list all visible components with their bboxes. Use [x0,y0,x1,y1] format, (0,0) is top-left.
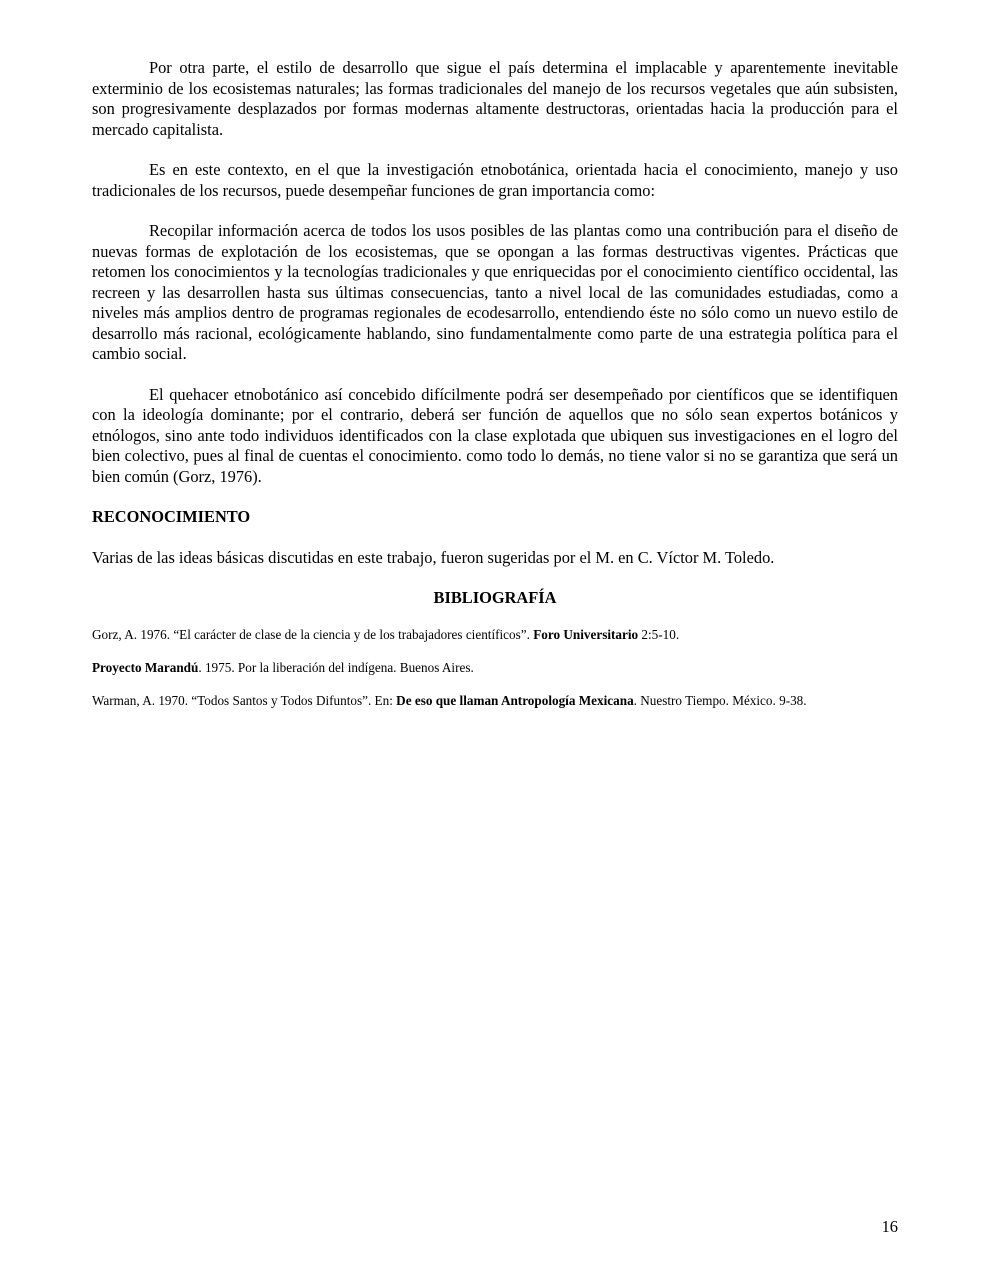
document-page [92,58,898,726]
bibliography-title: BIBLIOGRAFÍA [433,588,557,607]
ref-source-title: De eso que llaman Antropología Mexicana [396,692,634,708]
ref-text: . 1975. Por la liberación del indígena. Buenos Aires. [198,659,474,675]
acknowledgement-heading: RECONOCIMIENTO [92,507,251,526]
bibliography-entry [92,627,898,643]
body-paragraph-3: Recopilar información acerca de todos los usos posibles de las plantas como una contribución para el diseño de nuevas formas de explotación de los ecosistemas, que se opongan a las formas destructivas vigentes. Prácticas que retomen los conocimientos y la tecnologías tradicionales y que enriquecidas por el conocimiento científico occidental, las recreen y las desarrollen hasta sus últimas consecuencias, tanto a nivel local de las comunidades estudiadas, como a niveles más amplios dentro de programas regionales de ecodesarrollo, entendiendo éste no sólo como un nuevo estilo de desarrollo más racional, ecológicamente hablando, sino fundamentalmente como parte de una estrategia política para el cambio social. [92,221,898,363]
bibliography-entry [92,693,898,709]
body-paragraph-4: El quehacer etnobotánico así concebido difícilmente podrá ser desempeñado por científicos que se identifiquen con la ideología dominante; por el contrario, deberá ser función de aquellos que no sólo sean expertos botánicos y etnólogos, sino ante todo individuos identificados con la clase explotada que ubiquen sus investigaciones en el logro del bien colectivo, pues al final de cuentas el conocimiento. como todo lo demás, no tiene valor si no se garantiza que será un bien común (Gorz, 1976). [92,384,898,486]
page-number: 16 [881,1217,898,1236]
acknowledgement-text: Varias de las ideas básicas discutidas en este trabajo, fueron sugeridas por el M. en C. Víctor M. Toledo. [92,547,775,567]
ref-text: Gorz, A. 1976. “El carácter de clase de la ciencia y de los trabajadores científicos”. [92,626,534,642]
body-paragraph-2: Es en este contexto, en el que la investigación etnobotánica, orientada hacia el conocimiento, manejo y uso tradicionales de los recursos, puede desempeñar funciones de gran importancia como: [92,160,898,200]
ref-source-title: Foro Universitario [533,626,639,642]
body-paragraph-1: Por otra parte, el estilo de desarrollo que sigue el país determina el implacable y aparentemente inevitable exterminio de los ecosistemas naturales; las formas tradicionales del manejo de los recursos vegetales que aún subsisten, son progresivamente desplazados por formas modernas altamente destructoras, orientadas hacia la producción para el mercado capitalista. [92,58,898,139]
ref-text: 2:5-10. [638,626,680,642]
ref-source-title: Proyecto Marandú [92,659,199,675]
ref-text: . Nuestro Tiempo. México. 9-38. [633,692,807,708]
bibliography-entry [92,660,898,676]
ref-text: Warman, A. 1970. “Todos Santos y Todos Difuntos”. En: [92,692,397,708]
